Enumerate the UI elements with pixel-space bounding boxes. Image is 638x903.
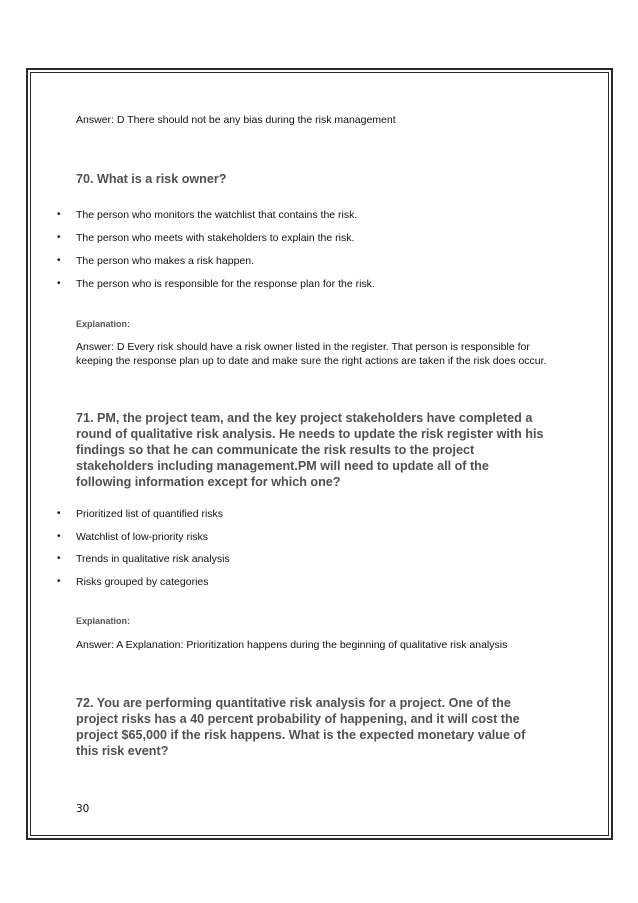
q70-explanation-heading: Explanation: — [76, 319, 131, 329]
bullet-icon: • — [57, 209, 61, 220]
bullet-icon: • — [57, 232, 61, 243]
bullet-icon: • — [57, 278, 61, 289]
q70-option-4: The person who is responsible for the response plan for the risk. — [76, 278, 375, 290]
bullet-icon: • — [57, 255, 61, 266]
question-71-title: 71. PM, the project team, and the key project stakeholders have completed a round of qualitative risk analysis. He needs to update the risk register with his findings so that he can communicate the risk results to the project stakeholders including management.PM will need to update all of the following information except for which one? — [76, 411, 544, 489]
bullet-icon: • — [57, 531, 61, 542]
bullet-icon: • — [57, 553, 61, 564]
q71-explanation-heading: Explanation: — [76, 616, 131, 626]
top-answer: Answer: D There should not be any bias during the risk management — [76, 114, 396, 126]
q70-option-1: The person who monitors the watchlist that contains the risk. — [76, 209, 358, 221]
question-70-title: 70. What is a risk owner? — [76, 172, 227, 186]
q71-option-2: Watchlist of low-priority risks — [76, 531, 209, 543]
q71-answer: Answer: A Explanation: Prioritization happens during the beginning of qualitative risk analysis — [76, 639, 508, 651]
question-72-title: 72. You are performing quantitative risk analysis for a project. One of the project risks has a 40 percent probability of happening, and it will cost the project $65,000 if the risk happens. What is the expected monetary value of this risk event? — [76, 696, 526, 758]
bullet-icon: • — [57, 508, 61, 519]
bullet-icon: • — [57, 576, 61, 587]
page-number: 30 — [76, 803, 90, 815]
q71-option-1: Prioritized list of quantified risks — [76, 508, 224, 520]
q70-answer: Answer: D Every risk should have a risk owner listed in the register. That person is responsible for keeping the response plan up to date and make sure the right actions are taken if the risk does occur. — [76, 341, 547, 367]
q71-option-4: Risks grouped by categories — [76, 576, 209, 588]
q70-option-2: The person who meets with stakeholders to explain the risk. — [76, 232, 355, 244]
q71-option-3: Trends in qualitative risk analysis — [76, 553, 230, 565]
q70-option-3: The person who makes a risk happen. — [76, 255, 255, 267]
